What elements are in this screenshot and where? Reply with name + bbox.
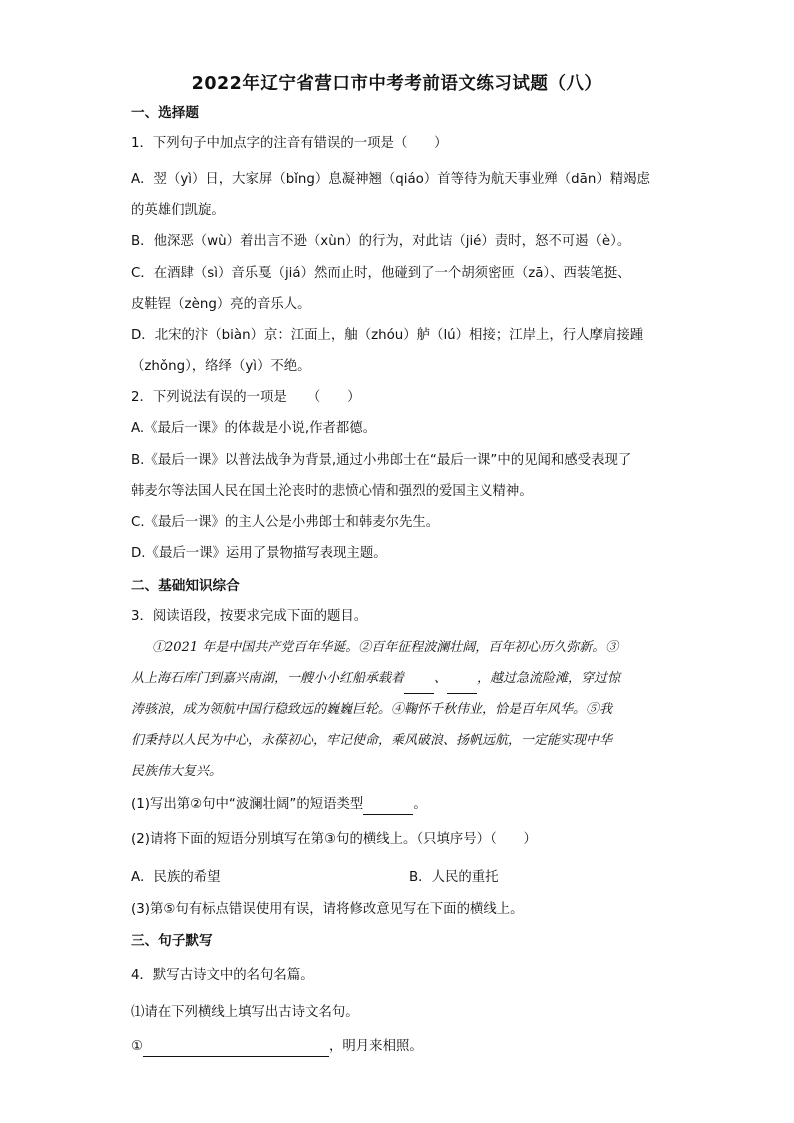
question-3-sub1-text: (1)写出第②句中“波澜壮阔”的短语类型 — [131, 797, 364, 812]
question-4-sub1: ⑴请在下列横线上填写出古诗文名句。 — [131, 1005, 359, 1020]
question-2-option-b-line1: B.《最后一课》以普法战争为背景,通过小弗郎士在“最后一课”中的见闻和感受表现了 — [131, 453, 632, 468]
question-4-blank-number: ① — [131, 1039, 144, 1054]
question-3-sub1-end: 。 — [413, 797, 427, 812]
passage-line-1: ①2021 年是中国共产党百年华诞。②百年征程波澜壮阔，百年初心历久弥新。③ — [152, 640, 619, 655]
section-heading-basics: 二、基础知识综合 — [131, 578, 240, 594]
question-3-option-b: B．人民的重托 — [409, 870, 499, 885]
poem-answer-blank[interactable] — [143, 1040, 329, 1057]
question-1-option-c-line2: 皮鞋锃（zèng）亮的音乐人。 — [131, 297, 311, 312]
question-2-option-b-line2: 韩麦尔等法国人民在国土沦丧时的悲愤心情和强烈的爱国主义精神。 — [131, 484, 533, 499]
question-4-blank-line — [131, 1037, 423, 1057]
fill-blank-1[interactable] — [404, 677, 434, 694]
question-2-option-c: C.《最后一课》的主人公是小弗郎士和韩麦尔先生。 — [131, 515, 440, 530]
question-1-stem: 1．下列句子中加点字的注音有错误的一项是（ ） — [131, 136, 448, 151]
question-1-option-a-line1: A．翌（yì）日，大家屏（bǐng）息凝神翘（qiáo）首等待为航天事业殚（dān）精竭虑 — [131, 172, 650, 187]
question-1-option-c-line1: C．在酒肆（sì）音乐戛（jiá）然而止时，他碰到了一个胡须密匝（zā）、西装笔挺、 — [131, 266, 631, 281]
question-1-option-a-line2: 的英雄们凯旋。 — [131, 203, 225, 218]
question-4-blank-tail: ，明月来相照。 — [329, 1039, 423, 1054]
question-1-option-b: B．他深恶（wù）着出言不逊（xùn）的行为，对此诘（jié）责时，怒不可遏（è）。 — [131, 234, 631, 249]
passage-line-5: 民族伟大复兴。 — [131, 764, 223, 779]
question-3-stem: 3．阅读语段，按要求完成下面的题目。 — [131, 609, 368, 624]
section-heading-dictation: 三、句子默写 — [131, 933, 213, 949]
question-2-option-d: D.《最后一课》运用了景物描写表现主题。 — [131, 546, 387, 561]
passage-line-2-start: 从上海石库门到嘉兴南湖，一艘小小红船承载着 — [131, 671, 405, 686]
passage-line-2-end: ，越过急流险滩，穿过惊 — [477, 671, 621, 686]
question-4-stem: 4．默写古诗文中的名句名篇。 — [131, 968, 314, 983]
fill-blank-2[interactable] — [447, 677, 477, 694]
passage-line-3: 涛骇浪，成为领航中国行稳致远的巍巍巨轮。④鞠怀千秋伟业，恰是百年风华。⑤我 — [131, 702, 613, 717]
question-2-option-a: A.《最后一课》的体裁是小说,作者都德。 — [131, 421, 377, 436]
passage-line-2-sep: 、 — [434, 671, 448, 686]
question-3-sub3: (3)第⑤句有标点错误使用有误，请将修改意见写在下面的横线上。 — [131, 902, 524, 917]
question-3-sub1 — [131, 795, 427, 815]
question-1-option-d-line2: （zhǒng），络绎（yì）不绝。 — [131, 359, 311, 374]
passage-line-4: 们秉持以人民为中心，永葆初心，牢记使命，乘风破浪、扬帆远航，一定能实现中华 — [131, 733, 613, 748]
passage-line-2 — [131, 663, 663, 694]
question-3-sub2: (2)请将下面的短语分别填写在第③句的横线上。（只填序号）（ ） — [131, 832, 537, 847]
question-2-stem: 2．下列说法有误的一项是 （ ） — [131, 390, 361, 405]
page-title: 2022年辽宁省营口市中考考前语文练习试题（八） — [191, 74, 603, 94]
question-1-option-d-line1: D．北宋的汴（biàn）京：江面上，舳（zhóu）舻（lú）相接；江岸上，行人摩肩接踵 — [131, 328, 644, 343]
answer-blank-phrase-type[interactable] — [363, 798, 413, 815]
section-heading-choice: 一、选择题 — [131, 105, 199, 121]
question-3-option-a: A．民族的希望 — [131, 870, 221, 885]
